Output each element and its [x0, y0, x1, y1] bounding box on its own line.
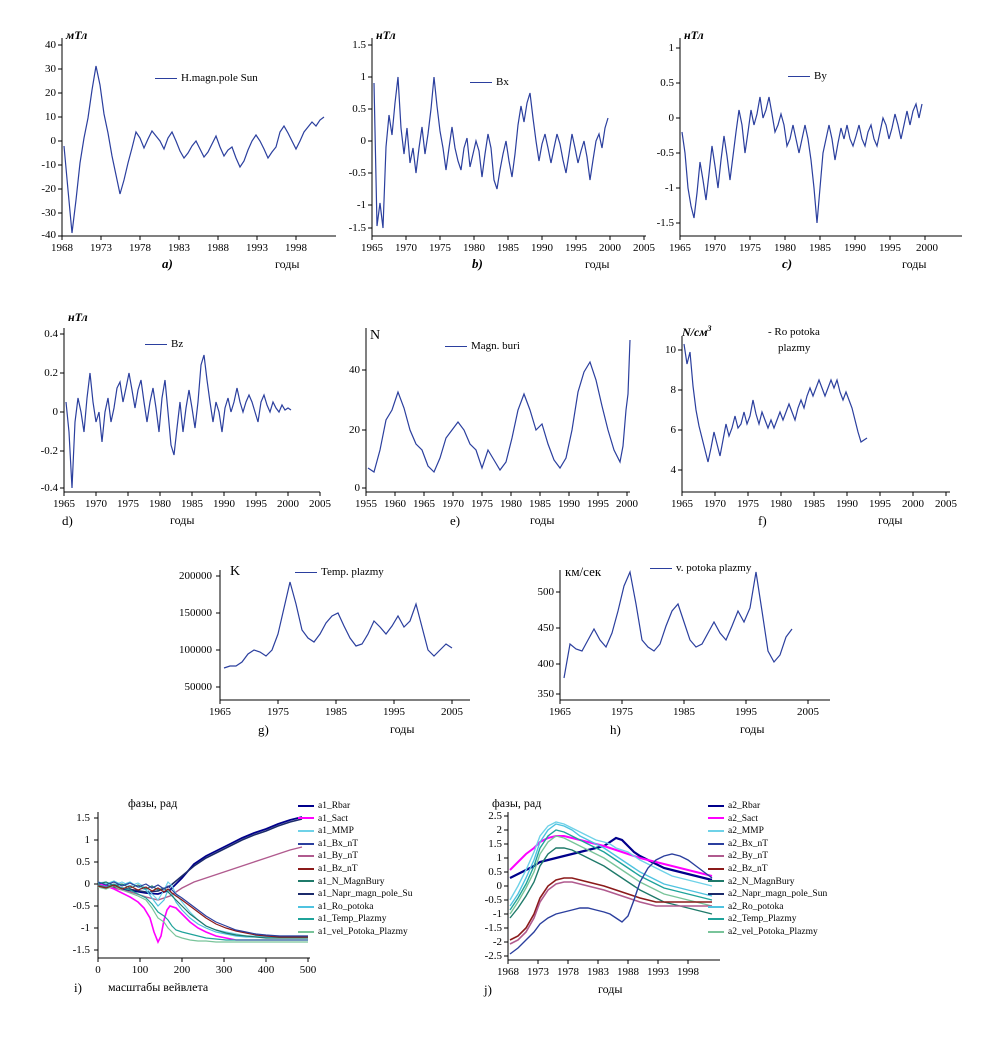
panel-i-xtick-2: 200: [173, 964, 191, 976]
legend-swatch: [298, 805, 314, 807]
panel-d-xtick-3: 1980: [149, 498, 171, 510]
panel-c-plot: [640, 28, 970, 258]
panel-b-xlabel: годы: [585, 257, 610, 271]
panel-b-xtick-8: 2005: [633, 242, 655, 254]
panel-j-ytick-6: -0.5: [484, 894, 502, 906]
panel-d-xtick-8: 2005: [309, 498, 331, 510]
panel-b-ytick-5: -1: [356, 199, 366, 211]
panel-e-xtick-7: 1990: [558, 498, 580, 510]
panel-c: [640, 28, 970, 271]
panel-c-ytick-0: 1: [668, 42, 674, 54]
legend-label: a1_Bz_nT: [318, 863, 358, 874]
panel-d-legend: [145, 338, 183, 350]
legend-item: [708, 850, 827, 863]
panel-a-xtick-5: 1993: [246, 242, 268, 254]
legend-label: a2_Temp_Plazmy: [728, 914, 797, 925]
panel-g-ytick-3: 50000: [184, 681, 212, 693]
panel-c-xlabel: годы: [902, 257, 927, 271]
panel-e-xtick-9: 2000: [616, 498, 638, 510]
panel-f-ytick-1: 8: [670, 384, 676, 396]
panel-a-unit: мТл: [66, 28, 88, 42]
panel-j-ytick-10: -2.5: [484, 950, 502, 962]
legend-item: [708, 863, 827, 876]
panel-f-unit-text: $N/см^3$: [682, 324, 712, 339]
panel-d-ytick-4: -0.4: [40, 482, 58, 494]
panel-e-xtick-2: 1965: [413, 498, 435, 510]
panel-i-caption: i): [74, 980, 82, 995]
panel-h-ytick-0: 500: [537, 586, 554, 598]
legend-swatch: [155, 78, 177, 79]
panel-f-xlabel: годы: [878, 513, 903, 527]
panel-g-xtick-4: 2005: [441, 706, 463, 718]
legend-swatch: [298, 868, 314, 870]
legend-item: [708, 888, 827, 901]
panel-a-ytick-2: 20: [45, 87, 56, 99]
legend-swatch: [298, 931, 314, 933]
legend-swatch: [650, 568, 672, 569]
panel-g-ytick-2: 100000: [179, 644, 212, 656]
panel-e-xlabel: годы: [530, 513, 555, 527]
legend-swatch: [298, 817, 314, 819]
panel-j-xlabel: годы: [598, 982, 623, 996]
panel-b-xtick-0: 1965: [361, 242, 383, 254]
panel-g-xlabel: годы: [390, 722, 415, 736]
panel-d-xtick-4: 1985: [181, 498, 203, 510]
panel-a-xlabel: годы: [275, 257, 300, 271]
panel-c-unit: нТл: [684, 28, 704, 42]
panel-i-xlabel: масштабы вейвлета: [108, 980, 209, 994]
panel-d-xlabel: годы: [170, 513, 195, 527]
panel-a-ytick-0: 40: [45, 39, 56, 51]
legend-label: v. potoka plazmy: [676, 562, 752, 574]
legend-swatch: [298, 830, 314, 832]
panel-a-ytick-8: -40: [41, 229, 56, 241]
legend-label: Bx: [496, 76, 509, 88]
panel-h-caption: h): [610, 722, 621, 737]
legend-swatch: [708, 906, 724, 908]
panel-j-ytick-8: -1.5: [484, 922, 502, 934]
panel-d-ytick-0: 0.4: [44, 328, 58, 340]
panel-j-xtick-1: 1973: [527, 966, 549, 978]
panel-f-xtick-6: 1995: [869, 498, 891, 510]
panel-j-ytick-7: -1: [492, 908, 502, 920]
panel-f-xtick-5: 1990: [836, 498, 858, 510]
panel-h-xlabel: годы: [740, 722, 765, 736]
legend-item: [708, 876, 827, 889]
legend-label: a2_vel_Potoka_Plazmy: [728, 926, 818, 937]
legend-label: a2_Ro_potoka: [728, 901, 784, 912]
legend-swatch: [708, 817, 724, 819]
panel-c-xtick-7: 2000: [916, 242, 938, 254]
panel-j-xtick-4: 1988: [617, 966, 639, 978]
panel-b-legend: [470, 76, 509, 88]
legend-swatch: [708, 880, 724, 882]
legend-item: [708, 813, 827, 826]
panel-i-legend: [298, 800, 412, 939]
panel-i-ytick-4: -0.5: [72, 900, 90, 912]
legend-label: a1_MMP: [318, 826, 354, 837]
legend-label: a1_Ro_potoka: [318, 901, 374, 912]
panel-d-xtick-6: 1995: [245, 498, 267, 510]
panel-g-xtick-2: 1985: [325, 706, 347, 718]
panel-i-ytick-2: 0.5: [76, 856, 90, 868]
panel-h-ytick-3: 350: [537, 688, 554, 700]
panel-c-xtick-1: 1970: [704, 242, 726, 254]
panel-g-xtick-1: 1975: [267, 706, 289, 718]
legend-label: H.magn.pole Sun: [181, 72, 258, 84]
legend-item: [298, 825, 412, 838]
panel-f-ytick-3: 4: [670, 464, 676, 476]
legend-swatch: [298, 855, 314, 857]
legend-swatch: [708, 843, 724, 845]
panel-f-legend-line1: - Ro potoka: [768, 326, 820, 338]
panel-b-xtick-1: 1970: [395, 242, 417, 254]
legend-label: Magn. buri: [471, 340, 520, 352]
panel-b-xtick-4: 1985: [497, 242, 519, 254]
panel-f-caption: f): [758, 513, 767, 528]
panel-b-ytick-2: 0.5: [352, 103, 366, 115]
panel-g-xtick-0: 1965: [209, 706, 231, 718]
panel-e-xtick-1: 1960: [384, 498, 406, 510]
panel-j-ytick-4: 0.5: [488, 866, 502, 878]
panel-d-ytick-3: -0.2: [40, 445, 58, 457]
panel-g-caption: g): [258, 722, 269, 737]
panel-a-ytick-5: -10: [41, 159, 56, 171]
panel-g-xtick-3: 1995: [383, 706, 405, 718]
legend-swatch: [470, 82, 492, 83]
panel-c-ytick-1: 0.5: [660, 77, 674, 89]
panel-h-unit: км/сек: [565, 564, 602, 579]
panel-a-xtick-1: 1973: [90, 242, 112, 254]
legend-label: a2_Sact: [728, 813, 759, 824]
panel-d-ytick-2: 0: [52, 406, 58, 418]
panel-a-xtick-0: 1968: [51, 242, 73, 254]
panel-c-ytick-2: 0: [668, 112, 674, 124]
panel-h-xtick-2: 1985: [673, 706, 695, 718]
panel-c-xtick-3: 1980: [774, 242, 796, 254]
panel-j-xtick-2: 1978: [557, 966, 579, 978]
panel-a-plot: [20, 28, 340, 258]
panel-f-xtick-1: 1970: [704, 498, 726, 510]
panel-c-legend: [788, 70, 827, 82]
panel-j-ytick-9: -2: [492, 936, 502, 948]
panel-e-xtick-0: 1955: [355, 498, 377, 510]
panel-b-plot: [330, 28, 650, 258]
legend-item: [298, 926, 412, 939]
panel-g-ytick-1: 150000: [179, 607, 212, 619]
legend-label: a2_N_MagnBury: [728, 876, 795, 887]
legend-label: a2_Rbar: [728, 801, 761, 811]
panel-f-legend-line2: plazmy: [778, 342, 811, 354]
panel-j: [470, 790, 970, 1040]
legend-label: a1_Temp_Plazmy: [318, 914, 387, 925]
legend-swatch: [298, 880, 314, 882]
legend-item: [298, 913, 412, 926]
panel-g-legend: [295, 566, 384, 578]
panel-h-legend-line1: [650, 562, 751, 574]
legend-label: a1_Sact: [318, 813, 349, 824]
panel-j-xtick-0: 1968: [497, 966, 519, 978]
panel-e-legend: [445, 340, 520, 352]
panel-e-unit: N: [370, 328, 381, 343]
panel-f-xtick-2: 1975: [737, 498, 759, 510]
legend-label: a1_Napr_magn_pole_Su: [318, 889, 413, 900]
legend-swatch: [298, 906, 314, 908]
panel-b-xtick-5: 1990: [531, 242, 553, 254]
legend-item: [708, 838, 827, 851]
panel-i-xtick-0: 0: [95, 964, 101, 976]
panel-f-ytick-2: 6: [670, 424, 676, 436]
panel-i-ytick-1: 1: [84, 834, 90, 846]
panel-d-xtick-7: 2000: [277, 498, 299, 510]
legend-swatch: [298, 918, 314, 920]
legend-swatch: [145, 344, 167, 345]
legend-swatch: [708, 918, 724, 920]
panel-e-xtick-6: 1985: [529, 498, 551, 510]
legend-label: a1_vel_Potoka_Plazmy: [318, 926, 408, 937]
panel-h-xtick-4: 2005: [797, 706, 819, 718]
panel-b-xtick-3: 1980: [463, 242, 485, 254]
panel-b-ytick-1: 1: [360, 71, 366, 83]
legend-label: a2_By_nT: [728, 851, 769, 862]
panel-j-xtick-5: 1993: [647, 966, 669, 978]
panel-c-caption: c): [782, 256, 793, 271]
panel-f-xtick-0: 1965: [671, 498, 693, 510]
panel-h: [500, 560, 850, 750]
legend-item: [298, 813, 412, 826]
legend-swatch: [298, 893, 314, 895]
legend-label: a1_Bx_nT: [318, 838, 359, 849]
panel-j-legend: [708, 800, 827, 939]
panel-i-ytick-6: -1.5: [72, 944, 90, 956]
panel-h-xtick-0: 1965: [549, 706, 571, 718]
legend-label: a2_Bx_nT: [728, 838, 769, 849]
panel-c-xtick-4: 1985: [809, 242, 831, 254]
legend-label: a2_MMP: [728, 826, 764, 837]
legend-swatch: [708, 931, 724, 933]
legend-label: a1_N_MagnBury: [318, 876, 385, 887]
legend-label: a1_By_nT: [318, 851, 359, 862]
panel-i: [40, 790, 470, 1040]
panel-e-ytick-1: 20: [349, 424, 360, 436]
panel-c-ytick-5: -1.5: [656, 217, 674, 229]
panel-f-xtick-7: 2000: [902, 498, 924, 510]
legend-item: [298, 863, 412, 876]
legend-swatch: [708, 855, 724, 857]
panel-j-ytick-5: 0: [496, 880, 502, 892]
panel-b-unit: нТл: [376, 28, 396, 42]
legend-item: [708, 901, 827, 914]
panel-b-xtick-6: 1995: [565, 242, 587, 254]
panel-e: [330, 310, 650, 540]
panel-c-xtick-6: 1995: [879, 242, 901, 254]
panel-a-xtick-2: 1978: [129, 242, 151, 254]
legend-swatch: [708, 830, 724, 832]
panel-j-caption: j): [484, 982, 492, 997]
panel-b-xtick-7: 2000: [599, 242, 621, 254]
panel-e-ytick-2: 0: [354, 482, 360, 494]
panel-j-ytick-1: 2: [496, 824, 502, 836]
panel-b-ytick-4: -0.5: [348, 167, 366, 179]
panel-b-xtick-2: 1975: [429, 242, 451, 254]
panel-a-xtick-6: 1998: [285, 242, 307, 254]
panel-c-xtick-2: 1975: [739, 242, 761, 254]
legend-swatch: [445, 346, 467, 347]
panel-a-xtick-3: 1983: [168, 242, 190, 254]
panel-a-caption: а): [162, 256, 173, 271]
legend-label: a2_Bz_nT: [728, 863, 768, 874]
legend-item: [708, 825, 827, 838]
panel-g: [140, 560, 490, 750]
legend-label: a1_Rbar: [318, 801, 351, 811]
panel-h-ytick-1: 450: [537, 622, 554, 634]
panel-i-xtick-5: 500: [299, 964, 317, 976]
panel-b-ytick-6: -1.5: [348, 222, 366, 234]
panel-j-ytick-2: 1.5: [488, 838, 502, 850]
panel-i-ytick-5: -1: [80, 922, 90, 934]
panel-g-ytick-0: 200000: [179, 570, 212, 582]
panel-f-xtick-8: 2005: [935, 498, 957, 510]
panel-d-xtick-0: 1965: [53, 498, 75, 510]
legend-swatch: [708, 893, 724, 895]
legend-item: [298, 850, 412, 863]
panel-d-xtick-5: 1990: [213, 498, 235, 510]
panel-g-unit: K: [230, 564, 241, 579]
panel-e-xtick-4: 1975: [471, 498, 493, 510]
panel-d-xtick-1: 1970: [85, 498, 107, 510]
panel-h-ytick-2: 400: [537, 658, 554, 670]
panel-d-ytick-1: 0.2: [44, 367, 58, 379]
panel-j-ytick-3: 1: [496, 852, 502, 864]
legend-label: Bz: [171, 338, 184, 350]
legend-item: [708, 913, 827, 926]
panel-a: [20, 28, 340, 271]
legend-swatch: [298, 843, 314, 845]
panel-a-ytick-6: -20: [41, 183, 56, 195]
panel-i-ytick-3: 0: [84, 878, 90, 890]
panel-e-xtick-8: 1995: [587, 498, 609, 510]
panel-f-ytick-0: 10: [665, 344, 676, 356]
legend-item: [298, 876, 412, 889]
panel-a-xtick-4: 1988: [207, 242, 229, 254]
legend-label: By: [814, 70, 827, 82]
legend-item: [298, 800, 412, 813]
panel-e-xtick-3: 1970: [442, 498, 464, 510]
panel-h-xtick-3: 1995: [735, 706, 757, 718]
panel-b: [330, 28, 655, 271]
legend-swatch: [295, 572, 317, 573]
panel-i-xtick-4: 400: [257, 964, 275, 976]
panel-e-caption: e): [450, 513, 461, 528]
legend-item: [298, 838, 412, 851]
panel-f-xtick-4: 1985: [803, 498, 825, 510]
panel-f-xtick-3: 1980: [770, 498, 792, 510]
legend-item: [708, 800, 827, 813]
panel-a-ytick-1: 30: [45, 63, 56, 75]
panel-h-xtick-1: 1975: [611, 706, 633, 718]
panel-f: [640, 310, 970, 540]
legend-item: [298, 901, 412, 914]
panel-i-xtick-3: 300: [215, 964, 233, 976]
panel-j-unit: фазы, рад: [492, 796, 542, 810]
panel-j-xtick-6: 1998: [677, 966, 699, 978]
panel-a-ytick-4: 0: [50, 135, 56, 147]
panel-j-xtick-3: 1983: [587, 966, 609, 978]
panel-c-ytick-3: -0.5: [656, 147, 674, 159]
panel-d-unit: нТл: [68, 310, 88, 324]
legend-swatch: [788, 76, 810, 77]
legend-label: Temp. plazmy: [321, 566, 384, 578]
panel-d-xtick-2: 1975: [117, 498, 139, 510]
legend-item: [708, 926, 827, 939]
panel-a-ytick-7: -30: [41, 207, 56, 219]
panel-c-xtick-0: 1965: [669, 242, 691, 254]
panel-b-ytick-3: 0: [360, 135, 366, 147]
panel-i-unit: фазы, рад: [128, 796, 178, 810]
panel-d-caption: d): [62, 513, 73, 528]
panel-b-caption: b): [472, 256, 483, 271]
panel-b-ytick-0: 1.5: [352, 39, 366, 51]
panel-f-unit: [682, 324, 712, 340]
legend-item: [298, 888, 412, 901]
legend-label: a2_Napr_magn_pole_Sun: [728, 889, 828, 900]
panel-e-ytick-0: 40: [349, 364, 360, 376]
panel-j-ytick-0: 2.5: [488, 810, 502, 822]
panel-i-ytick-0: 1.5: [76, 812, 90, 824]
panel-d: [20, 310, 340, 540]
panel-e-xtick-5: 1980: [500, 498, 522, 510]
panel-a-ytick-3: 10: [45, 111, 56, 123]
legend-swatch: [708, 868, 724, 870]
panel-a-legend: [155, 72, 258, 84]
panel-i-xtick-1: 100: [131, 964, 149, 976]
panel-c-xtick-5: 1990: [844, 242, 866, 254]
legend-swatch: [708, 805, 724, 807]
panel-c-ytick-4: -1: [664, 182, 674, 194]
